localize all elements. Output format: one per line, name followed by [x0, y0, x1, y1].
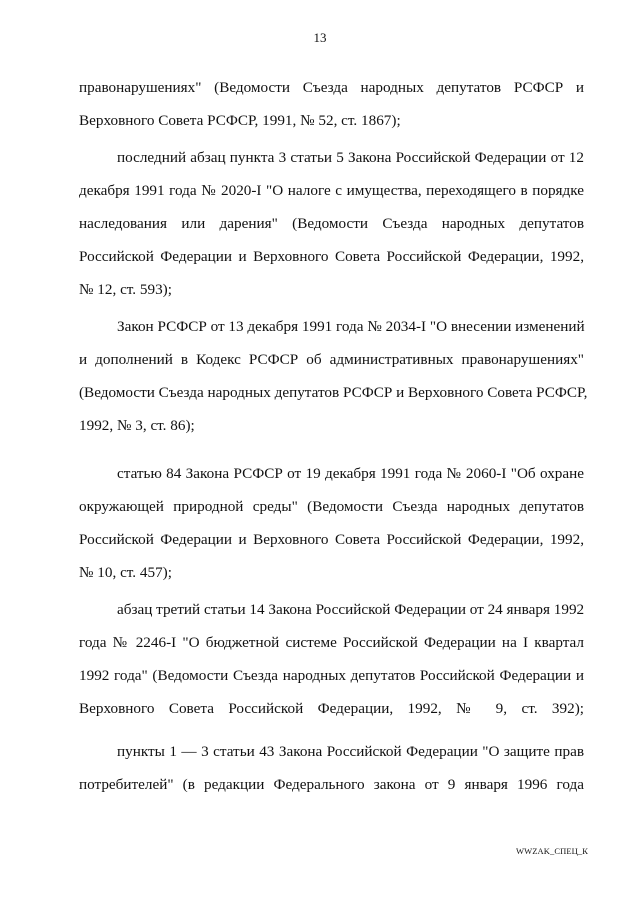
text-line: Верховного Совета РСФСР, 1991, № 52, ст. 1867); — [79, 112, 401, 129]
text-line: 1992, № 3, ст. 86); — [79, 417, 195, 434]
text-line: потребителей" (в редакции Федерального закона от 9 января 1996 года — [79, 776, 584, 793]
text-line: (Ведомости Съезда народных депутатов РСФСР и Верховного Совета РСФСР, — [79, 384, 588, 401]
text-line: Российской Федерации и Верховного Совета Российской Федерации, 1992, — [79, 531, 584, 548]
page-number: 13 — [313, 30, 327, 45]
text-line: пункты 1 — 3 статьи 43 Закона Российской Федерации "О защите прав — [117, 743, 584, 760]
text-line: последний абзац пункта 3 статьи 5 Закона Российской Федерации от 12 — [117, 149, 584, 166]
text-line: правонарушениях" (Ведомости Съезда народных депутатов РСФСР и — [79, 79, 584, 96]
text-line: № 10, ст. 457); — [79, 564, 172, 581]
text-line: Российской Федерации и Верховного Совета Российской Федерации, 1992, — [79, 248, 584, 265]
text-line: года № 2246-I "О бюджетной системе Российской Федерации на I квартал — [79, 634, 584, 651]
text-line: окружающей природной среды" (Ведомости Съезда народных депутатов — [79, 498, 584, 515]
text-line: статью 84 Закона РСФСР от 19 декабря 1991 года № 2060-I "Об охране — [117, 465, 584, 482]
text-line: и дополнений в Кодекс РСФСР об административных правонарушениях" — [79, 351, 584, 368]
text-line: декабря 1991 года № 2020-I "О налоге с имущества, переходящего в порядке — [79, 182, 584, 199]
text-line: наследования или дарения" (Ведомости Съезда народных депутатов — [79, 215, 584, 232]
text-line: Закон РСФСР от 13 декабря 1991 года № 2034-I "О внесении изменений — [117, 318, 585, 335]
text-line: Верховного Совета Российской Федерации, 1992, № 9, ст. 392); — [79, 700, 584, 717]
footer-document-code: WWZAK_СПЕЦ_К — [516, 846, 589, 856]
text-line: № 12, ст. 593); — [79, 281, 172, 298]
text-line: 1992 года" (Ведомости Съезда народных депутатов Российской Федерации и — [79, 667, 584, 684]
text-line: абзац третий статьи 14 Закона Российской Федерации от 24 января 1992 — [117, 601, 585, 618]
